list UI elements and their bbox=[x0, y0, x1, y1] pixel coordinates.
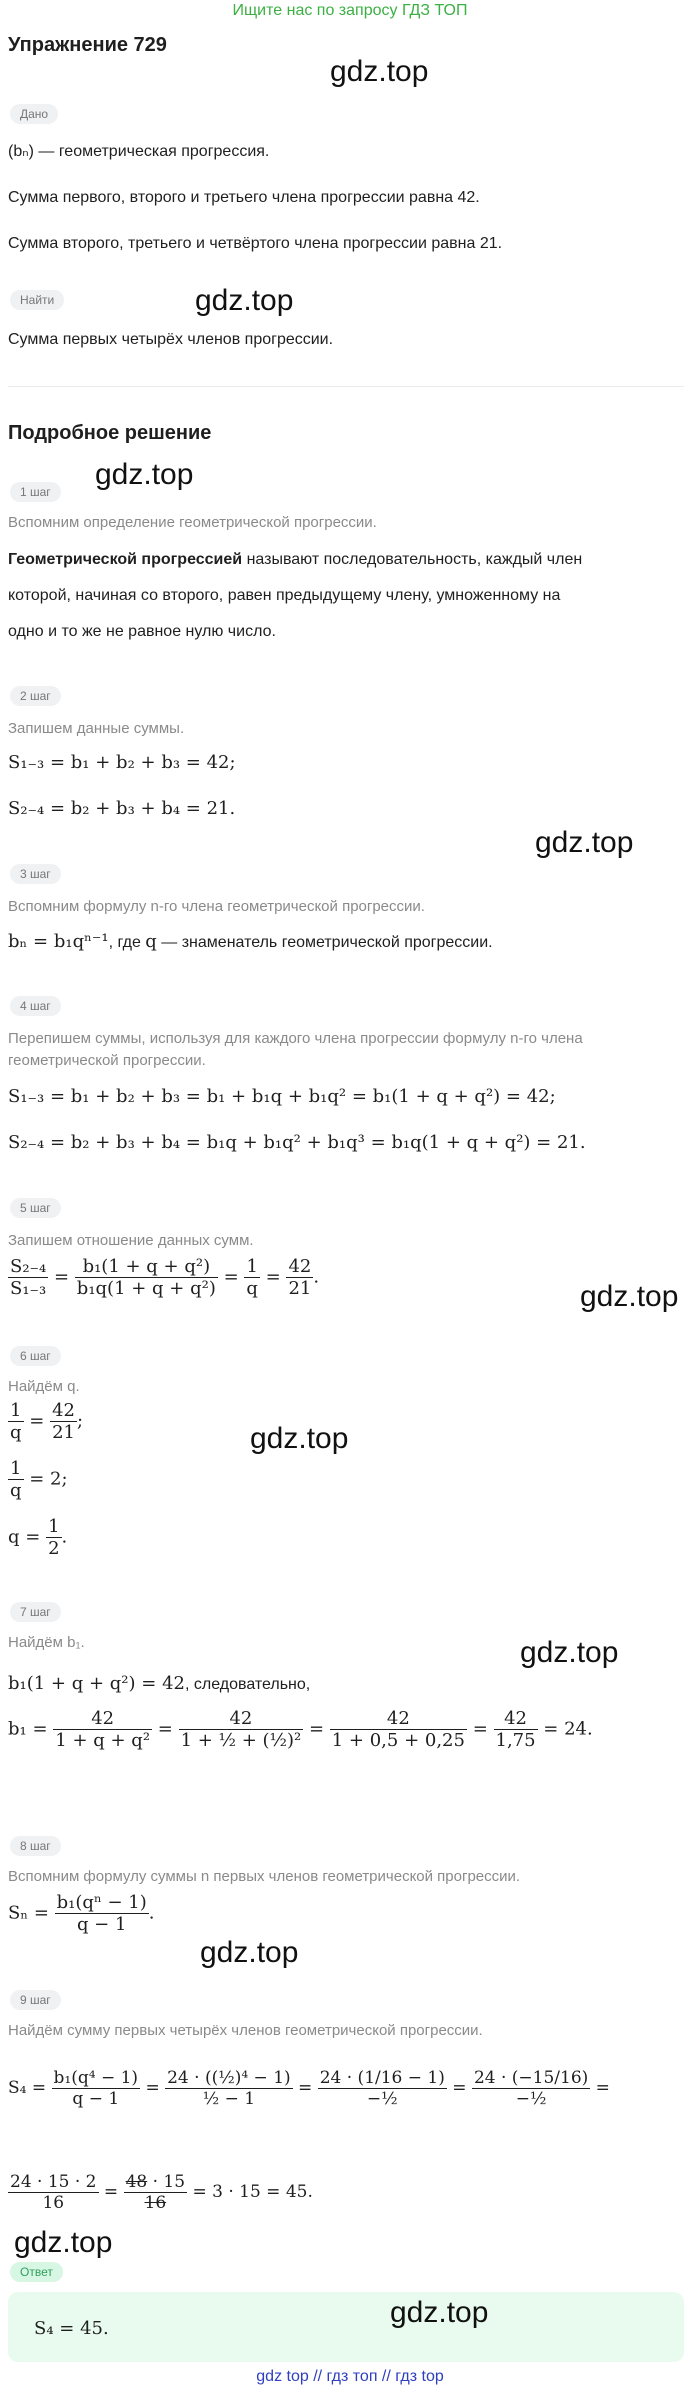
step-4-math-1: S₁₋₃ = b₁ + b₂ + b₃ = b₁ + b₁q + b₁q² = b₁(1 + q + q²) = 42; bbox=[8, 1086, 556, 1107]
step-9-caption: Найдём сумму первых четырёх членов геометрической прогрессии. bbox=[8, 2022, 483, 2039]
step-8-caption: Вспомним формулу суммы n первых членов геометрической прогрессии. bbox=[8, 1868, 521, 1885]
step-3-caption: Вспомним формулу n-го члена геометрической прогрессии. bbox=[8, 898, 425, 915]
step-7-tag: 7 шаг bbox=[10, 1602, 61, 1622]
step-5-ratio: $\frac{\text{S₂₋₄}}{\text{S₁₋₃}}$ = $\frac{\text{b₁(1 + q + q²)}}{\text{b₁q(1 + q + q²)}}$ = $\frac{1}{q}$ = $\frac{42}{21}$ . bbox=[10, 1256, 320, 1299]
step-5-tag: 5 шаг bbox=[10, 1198, 61, 1218]
step-6-math-1: $\frac{1}{q}$ = $\frac{42}{21}$ ; bbox=[10, 1400, 84, 1443]
step-1-tag: 1 шаг bbox=[10, 482, 61, 502]
find-tag: Найти bbox=[10, 290, 64, 310]
watermark: gdz.top bbox=[195, 284, 294, 317]
step-2-tag: 2 шаг bbox=[10, 686, 61, 706]
step-1-definition-2: которой, начиная со второго, равен предыдущему члену, умноженному на bbox=[8, 587, 561, 604]
nth-term-formula: bₙ = b₁qⁿ⁻¹ bbox=[8, 931, 109, 952]
solution-title: Подробное решение bbox=[8, 422, 212, 444]
step-7-text: , следовательно, bbox=[184, 1676, 311, 1693]
definition-bold: Геометрической прогрессией bbox=[8, 551, 243, 568]
find-line-1: Сумма первых четырёх членов прогрессии. bbox=[8, 331, 334, 348]
step-4-tag: 4 шаг bbox=[10, 996, 61, 1016]
step-1-definition bbox=[8, 548, 688, 572]
step-9-math-1: S₄ = $\frac{\text{b₁(q⁴ − 1)}}{q - 1}$ = $\frac{\text{24 · ((½)⁴ − 1)}}{\text{½ − 1}}$ = $\frac{24 \cdot (1/16 - 1)}{\text{−½}}$ = $\frac{24 \cdot (-15/16)}{\text{−½}}$ = bbox=[8, 2068, 610, 2109]
watermark: gdz.top bbox=[330, 55, 429, 88]
step-7-line: b₁(1 + q + q²) = 42, следовательно, bbox=[8, 1673, 311, 1694]
step-3-text-1: , где bbox=[108, 934, 146, 951]
step-4-caption-1: Перепишем суммы, используя для каждого члена прогрессии формулу n-го члена bbox=[8, 1030, 583, 1047]
step-4-math-2: S₂₋₄ = b₂ + b₃ + b₄ = b₁q + b₁q² + b₁q³ = b₁q(1 + q + q²) = 21. bbox=[8, 1132, 586, 1153]
step-3-tag: 3 шаг bbox=[10, 864, 61, 884]
watermark: gdz.top bbox=[200, 1936, 299, 1969]
step-7-math: b₁ = $\frac{42}{\text{1 + q + q²}}$ = $\frac{42}{\text{1 + ½ + (½)²}}$ = $\frac{42}{1 + 0,5 + 0,25}$ = $\frac{42}{1,75}$ = 24. bbox=[8, 1708, 593, 1751]
answer-tag: Ответ bbox=[10, 2262, 63, 2282]
definition-rest: называют последовательность, каждый член bbox=[242, 551, 583, 568]
watermark: gdz.top bbox=[390, 2296, 489, 2329]
footer-links[interactable]: gdz top // гдз топ // гдз top bbox=[256, 2368, 444, 2385]
watermark: gdz.top bbox=[580, 1280, 679, 1313]
step-1-definition-3: одно и то же не равное нулю число. bbox=[8, 623, 276, 640]
step-1-caption: Вспомним определение геометрической прогрессии. bbox=[8, 514, 377, 531]
step-8-math: Sₙ = $\frac{\text{b₁(qⁿ − 1)}}{q - 1}$ . bbox=[8, 1892, 155, 1935]
watermark: gdz.top bbox=[95, 458, 194, 491]
given-line-2: Сумма первого, второго и третьего члена прогрессии равна 42. bbox=[8, 189, 480, 206]
answer-value: S₄ = 45. bbox=[34, 2318, 109, 2339]
step-7-caption: Найдём b₁. bbox=[8, 1634, 85, 1651]
step-2-math-1: S₁₋₃ = b₁ + b₂ + b₃ = 42; bbox=[8, 752, 236, 773]
given-tag: Дано bbox=[10, 104, 58, 124]
step-9-tag: 9 шаг bbox=[10, 1990, 61, 2010]
step-2-caption: Запишем данные суммы. bbox=[8, 720, 185, 737]
step-6-math-3: q = $\frac{1}{2}$ . bbox=[8, 1516, 68, 1559]
page-title: Упражнение 729 bbox=[8, 34, 167, 56]
step-6-caption: Найдём q. bbox=[8, 1378, 80, 1395]
divider bbox=[8, 386, 684, 387]
watermark: gdz.top bbox=[14, 2226, 113, 2259]
step-9-math-2: $\frac{24 \cdot 15 \cdot 2}{16}$ = $\frac{48 \cdot 15}{16}$ = 3 · 15 = 45. bbox=[10, 2172, 313, 2213]
given-line-3: Сумма второго, третьего и четвёртого члена прогрессии равна 21. bbox=[8, 235, 503, 252]
watermark: gdz.top bbox=[535, 826, 634, 859]
answer-box bbox=[8, 2292, 684, 2362]
step-4-caption-2: геометрической прогрессии. bbox=[8, 1052, 206, 1069]
step-3-formula bbox=[8, 930, 493, 955]
step-6-math-2: $\frac{1}{q}$ = 2; bbox=[10, 1458, 68, 1501]
step-8-tag: 8 шаг bbox=[10, 1836, 61, 1856]
step-6-tag: 6 шаг bbox=[10, 1346, 61, 1366]
watermark: gdz.top bbox=[520, 1636, 619, 1669]
top-banner[interactable]: Ищите нас по запросу ГДЗ ТОП bbox=[232, 2, 468, 19]
step-3-text-2: — знаменатель геометрической прогрессии. bbox=[156, 934, 493, 951]
step-2-math-2: S₂₋₄ = b₂ + b₃ + b₄ = 21. bbox=[8, 798, 236, 819]
watermark: gdz.top bbox=[250, 1422, 349, 1455]
step-5-caption: Запишем отношение данных сумм. bbox=[8, 1232, 254, 1249]
q-symbol: q bbox=[145, 931, 157, 952]
given-line-1: (bₙ) — геометрическая прогрессия. bbox=[8, 143, 270, 160]
